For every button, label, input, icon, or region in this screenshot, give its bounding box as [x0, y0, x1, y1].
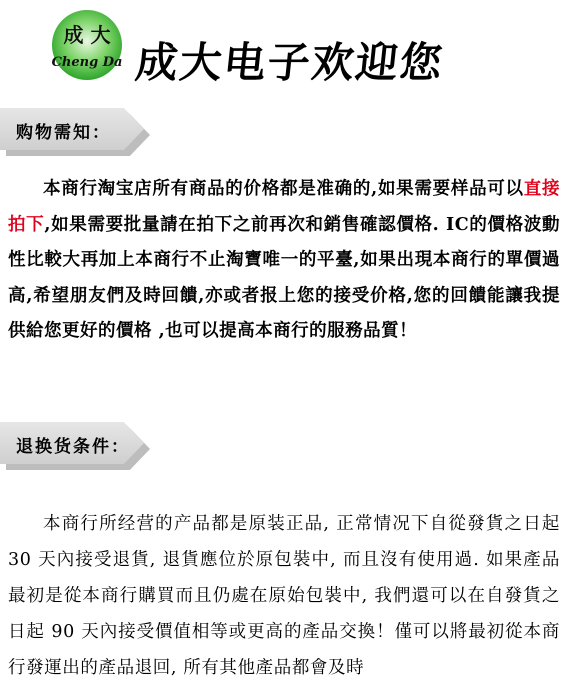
- shopping-notice-text: 本商行淘宝店所有商品的价格都是准确的,如果需要样品可以直接拍下,如果需要批量請在拍下之前再次和銷售確認價格. IC的價格波動性比較大再加上本商行不止淘寶唯一的平臺,如果出現本商行的單價過高,希望朋友們及時回饋,亦或者报上您的接受价格,您的回饋能讓我提供給您更好的價格 ,也可以提高本商行的服務品質！: [8, 179, 561, 341]
- page-title: 成大电子欢迎您: [133, 38, 447, 87]
- logo-english: Cheng Da: [51, 55, 123, 70]
- section-title: 退换货条件：: [16, 437, 130, 457]
- section-tab-shopping: [0, 108, 150, 156]
- cheng-da-logo: [48, 8, 126, 82]
- page-header: [0, 0, 565, 100]
- section-tab-returns: [0, 422, 150, 470]
- return-policy-text: 本商行所经营的产品都是原装正品, 正常情况下自從發貨之日起 30 天內接受退貨, 退貨應位於原包裝中, 而且沒有使用過. 如果產品最初是從本商行購買而且仍處在原始包裝中, 我們還可以在自發貨之日起 90 天內接受價值相等或更高的產品交換！僅可以將最初從本商行發運出的產品退回, 所有其他產品都會及時: [8, 514, 560, 678]
- logo-chinese: 成 大: [63, 23, 111, 47]
- highlight-text: 直接拍下: [8, 179, 561, 235]
- section-title: 购物需知：: [16, 123, 111, 143]
